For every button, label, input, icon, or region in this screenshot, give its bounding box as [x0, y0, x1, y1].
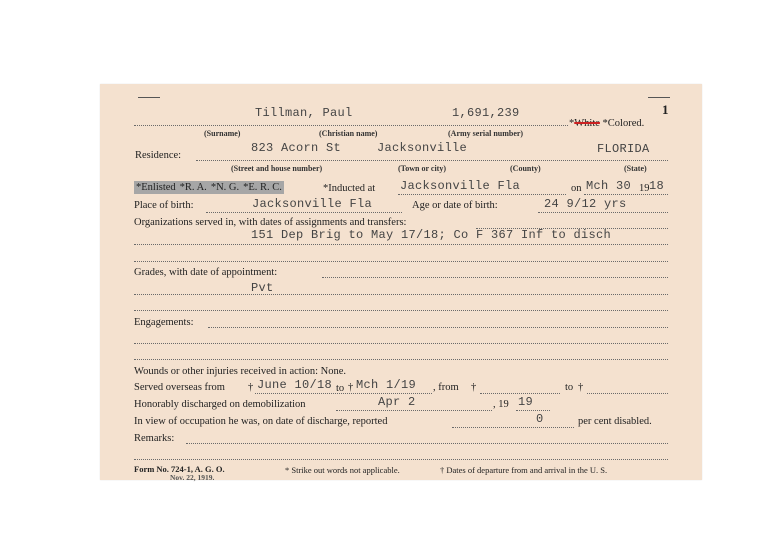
disability-label: In view of occupation he was, on date of discharge, reported: [134, 416, 388, 427]
enlistment-type: [134, 182, 284, 193]
form-number: Form No. 724-1, A. G. O.: [134, 464, 225, 474]
overseas-label: Served overseas from: [134, 382, 225, 393]
discharge-year: 19: [518, 395, 534, 409]
inducted-year-prefix: 19: [639, 183, 650, 194]
race-colored: Colored.: [607, 118, 645, 129]
enlisted-struck: *Enlisted: [136, 182, 176, 193]
overseas-dagger-1: †: [248, 382, 254, 393]
engagements-line-2: [134, 359, 668, 360]
overseas-to-word-1: to: [336, 383, 345, 394]
name-line: [134, 125, 568, 126]
overseas-to-1: Mch 1/19: [356, 378, 417, 392]
caption-county: (County): [510, 164, 541, 173]
caption-street: (Street and house number): [231, 164, 323, 173]
remarks-line-1: [134, 459, 668, 460]
discharge-line: [336, 410, 492, 411]
place-of-birth-label: Place of birth:: [134, 200, 194, 211]
footnote-dates: † Dates of departure from and arrival in the U. S.: [440, 465, 608, 475]
inducted-date: Mch 30: [586, 179, 632, 193]
age-line: [538, 212, 668, 213]
caption-state: (State): [624, 164, 647, 173]
remarks-label: Remarks:: [134, 433, 175, 444]
name-value: Tillman, Paul: [255, 106, 353, 120]
overseas-dagger-4: †: [578, 382, 584, 393]
race-star-2: *: [602, 118, 608, 129]
age-label: Age or date of birth:: [412, 200, 498, 211]
overseas-from-1: June 10/18: [257, 378, 333, 392]
race-field: [569, 118, 644, 129]
card-number: 1: [662, 102, 669, 117]
engagements-line-1: [134, 343, 668, 344]
overseas-line-2: [480, 393, 560, 394]
service-record-card: [100, 84, 702, 480]
disability-value: 0: [536, 412, 544, 426]
discharge-year-line: [516, 410, 550, 411]
race-star-1: *: [569, 118, 575, 129]
ra-struck: *R. A.: [179, 182, 207, 193]
discharge-date: Apr 2: [378, 395, 416, 409]
ng-struck: *N. G.: [210, 182, 240, 193]
place-of-birth-value: Jacksonville Fla: [252, 197, 373, 211]
residence-line: [196, 160, 668, 161]
remarks-line-0: [186, 443, 668, 444]
inducted-date-line: [584, 194, 668, 195]
overseas-line-1: [255, 393, 432, 394]
erc-struck: *E. R. C.: [243, 182, 282, 193]
residence-state: FLORIDA: [597, 142, 650, 156]
serial-value: 1,691,239: [452, 106, 520, 120]
grades-label: Grades, with date of appointment:: [134, 267, 278, 278]
grades-value: Pvt: [251, 281, 274, 295]
top-right-rule: [648, 97, 670, 98]
residence-town: Jacksonville: [377, 141, 468, 155]
discharge-year-prefix: , 19: [493, 399, 509, 410]
discharge-label: Honorably discharged on demobilization: [134, 399, 306, 410]
organizations-value: 151 Dep Brig to May 17/18; Co F 367 Inf to disch: [251, 228, 612, 242]
overseas-dagger-3: †: [471, 382, 477, 393]
inducted-year: 18: [649, 179, 665, 193]
caption-christian-name: (Christian name): [319, 129, 378, 138]
on-label: on: [571, 183, 582, 194]
overseas-from-word: , from: [433, 382, 459, 393]
footnote-strike: * Strike out words not applicable.: [285, 465, 400, 475]
engagements-line-0: [208, 327, 668, 328]
disability-line: [452, 427, 574, 428]
residence-street: 823 Acorn St: [251, 141, 342, 155]
age-value: 24 9/12 yrs: [544, 197, 627, 211]
wounds-label: Wounds or other injuries received in action: None.: [134, 366, 347, 377]
caption-town: (Town or city): [398, 164, 446, 173]
place-of-birth-line: [206, 212, 402, 213]
form-date: Nov. 22, 1919.: [170, 473, 215, 482]
inducted-place: Jacksonville Fla: [400, 179, 521, 193]
engagements-label: Engagements:: [134, 317, 194, 328]
disability-suffix: per cent disabled.: [578, 416, 652, 427]
organizations-line-1: [134, 244, 668, 245]
race-white-struck: White: [574, 118, 600, 129]
grades-line-1: [134, 294, 668, 295]
organizations-label: Organizations served in, with dates of assignments and transfers:: [134, 217, 407, 228]
residence-label: Residence:: [135, 150, 182, 161]
organizations-line-2: [134, 261, 668, 262]
inducted-label: *Inducted at: [323, 183, 376, 194]
grades-line-0: [322, 277, 668, 278]
overseas-dagger-2: †: [348, 382, 354, 393]
overseas-to-word-2: to: [565, 382, 574, 393]
top-left-rule: [138, 97, 160, 98]
inducted-line: [398, 194, 566, 195]
overseas-line-3: [587, 393, 668, 394]
grades-line-2: [134, 310, 668, 311]
caption-serial-number: (Army serial number): [448, 129, 524, 138]
caption-surname: (Surname): [204, 129, 241, 138]
